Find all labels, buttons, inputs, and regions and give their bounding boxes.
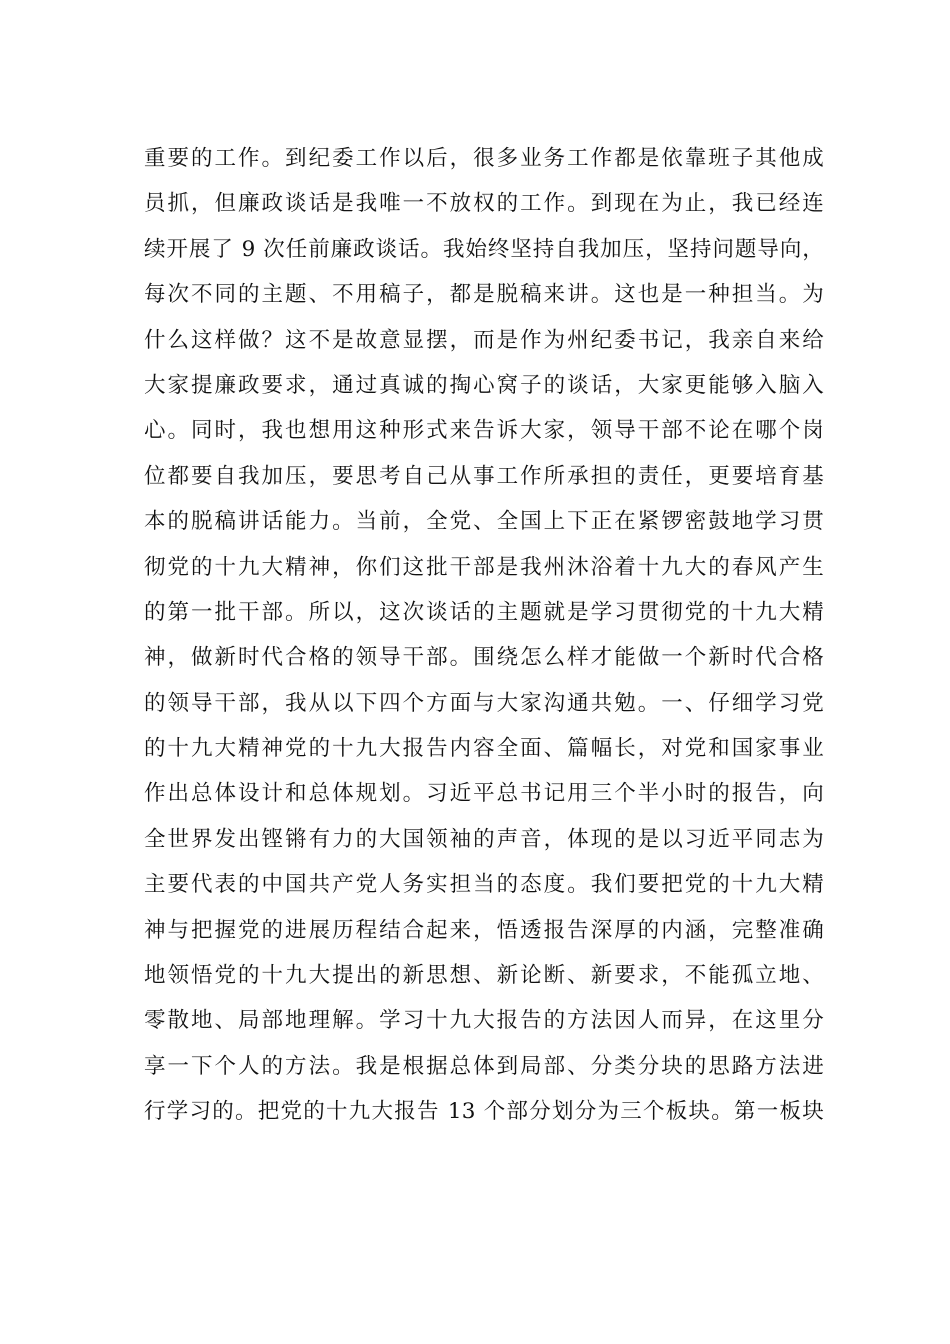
text-line: 行学习的。把党的十九大报告 13 个部分划分为三个板块。第一板块 [144,1099,824,1125]
text-line: 的第一批干部。所以，这次谈话的主题就是学习贯彻党的十九大精 [144,599,824,625]
text-line: 作出总体设计和总体规划。习近平总书记用三个半小时的报告，向 [144,781,824,807]
text-line: 全世界发出铿锵有力的大国领袖的声音，体现的是以习近平同志为 [144,826,824,852]
text-line: 续开展了 9 次任前廉政谈话。我始终坚持自我加压，坚持问题导向， [144,236,824,262]
text-line: 的十九大精神党的十九大报告内容全面、篇幅长，对党和国家事业 [144,736,824,762]
text-line: 彻党的十九大精神，你们这批干部是我州沐浴着十九大的春风产生 [144,554,824,580]
text-line: 神，做新时代合格的领导干部。围绕怎么样才能做一个新时代合格 [144,645,824,671]
text-line: 零散地、局部地理解。学习十九大报告的方法因人而异，在这里分 [144,1008,824,1034]
text-line: 每次不同的主题、不用稿子，都是脱稿来讲。这也是一种担当。为 [144,282,824,308]
text-line: 神与把握党的进展历程结合起来，悟透报告深厚的内涵，完整准确 [144,917,824,943]
text-line: 心。同时，我也想用这种形式来告诉大家，领导干部不论在哪个岗 [144,418,824,444]
text-line: 本的脱稿讲话能力。当前，全党、全国上下正在紧锣密鼓地学习贯 [144,509,824,535]
text-line: 什么这样做？这不是故意显摆，而是作为州纪委书记，我亲自来给 [144,327,824,353]
body-text [144,136,824,1135]
text-line: 员抓，但廉政谈话是我唯一不放权的工作。到现在为止，我已经连 [144,191,824,217]
text-line: 大家提廉政要求，通过真诚的掏心窝子的谈话，大家更能够入脑入 [144,372,824,398]
text-line: 地领悟党的十九大提出的新思想、新论断、新要求，不能孤立地、 [144,963,824,989]
text-line: 主要代表的中国共产党人务实担当的态度。我们要把党的十九大精 [144,872,824,898]
text-line: 重要的工作。到纪委工作以后，很多业务工作都是依靠班子其他成 [144,146,824,171]
text-line: 的领导干部，我从以下四个方面与大家沟通共勉。一、仔细学习党 [144,690,824,716]
text-line: 享一下个人的方法。我是根据总体到局部、分类分块的思路方法进 [144,1053,824,1079]
text-line: 位都要自我加压，要思考自己从事工作所承担的责任，更要培育基 [144,463,824,489]
